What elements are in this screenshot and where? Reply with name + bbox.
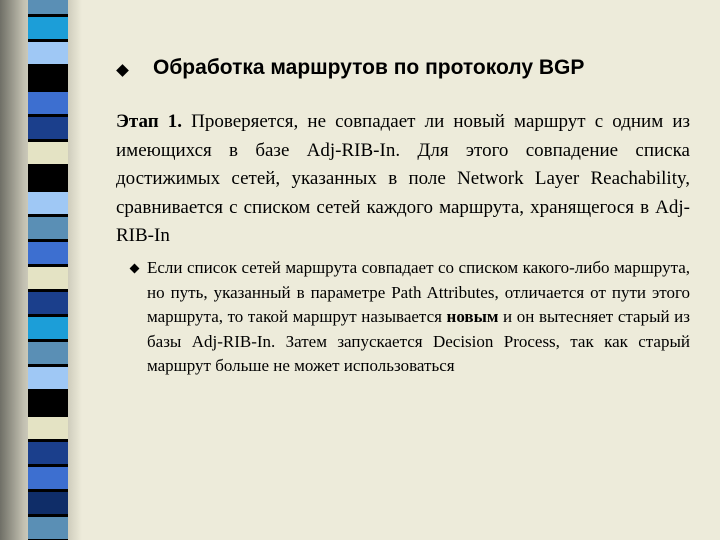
- stripe-segment: [28, 117, 68, 139]
- stripe-segment: [28, 17, 68, 39]
- stripe-segment: [28, 0, 68, 14]
- stripe-segment: [28, 67, 68, 89]
- stripe-segment: [28, 92, 68, 114]
- bullet-text-after: и он вытесняет старый из базы Adj-RIB-In. Затем запускается Decision Process, так как старый маршрут больше не может использоваться: [147, 307, 690, 376]
- stripe-right-shadow: [68, 0, 82, 540]
- stripe-segment: [28, 217, 68, 239]
- diamond-bullet-icon: [116, 64, 129, 77]
- slide-title: Обработка маршрутов по протоколу BGP: [153, 56, 585, 79]
- stage-label: Этап 1.: [116, 111, 183, 132]
- stripe-segment: [28, 317, 68, 339]
- bullet-bold-word: новым: [446, 307, 499, 327]
- stage-paragraph: [116, 108, 690, 251]
- bullet-text-before: Если список сетей маршрута совпадает со списком какого-либо маршрута, но путь, указанный в параметре Path Attributes, отличается от пути этого маршрута, то такой маршрут называется: [147, 258, 690, 327]
- stripe-segment: [28, 392, 68, 414]
- stripe-segment: [28, 242, 68, 264]
- stripe-segment: [28, 517, 68, 539]
- stripe-segment: [28, 342, 68, 364]
- stripe-segment: [28, 467, 68, 489]
- stripe-segment: [28, 42, 68, 64]
- stripe-segment: [28, 417, 68, 439]
- title-row: [116, 56, 692, 86]
- stripe-segment: [28, 442, 68, 464]
- stripe-segment: [28, 492, 68, 514]
- decorative-stripe: [28, 0, 68, 540]
- stage-text: Проверяется, не совпадает ли новый маршрут с одним из имеющихся в базе Adj-RIB-In. Для этого совпадение списка достижимых сетей, указанных в поле Network Layer Reachability, сравнивается с списком сетей каждого маршрута, хранящегося в Adj-RIB-In: [116, 111, 691, 247]
- bullet-paragraph: [147, 256, 690, 379]
- stripe-segment: [28, 142, 68, 164]
- stripe-segment: [28, 267, 68, 289]
- stripe-segment: [28, 292, 68, 314]
- stripe-segment: [28, 367, 68, 389]
- stripe-segment: [28, 167, 68, 189]
- stripe-segment: [28, 192, 68, 214]
- diamond-bullet-icon: [130, 264, 140, 274]
